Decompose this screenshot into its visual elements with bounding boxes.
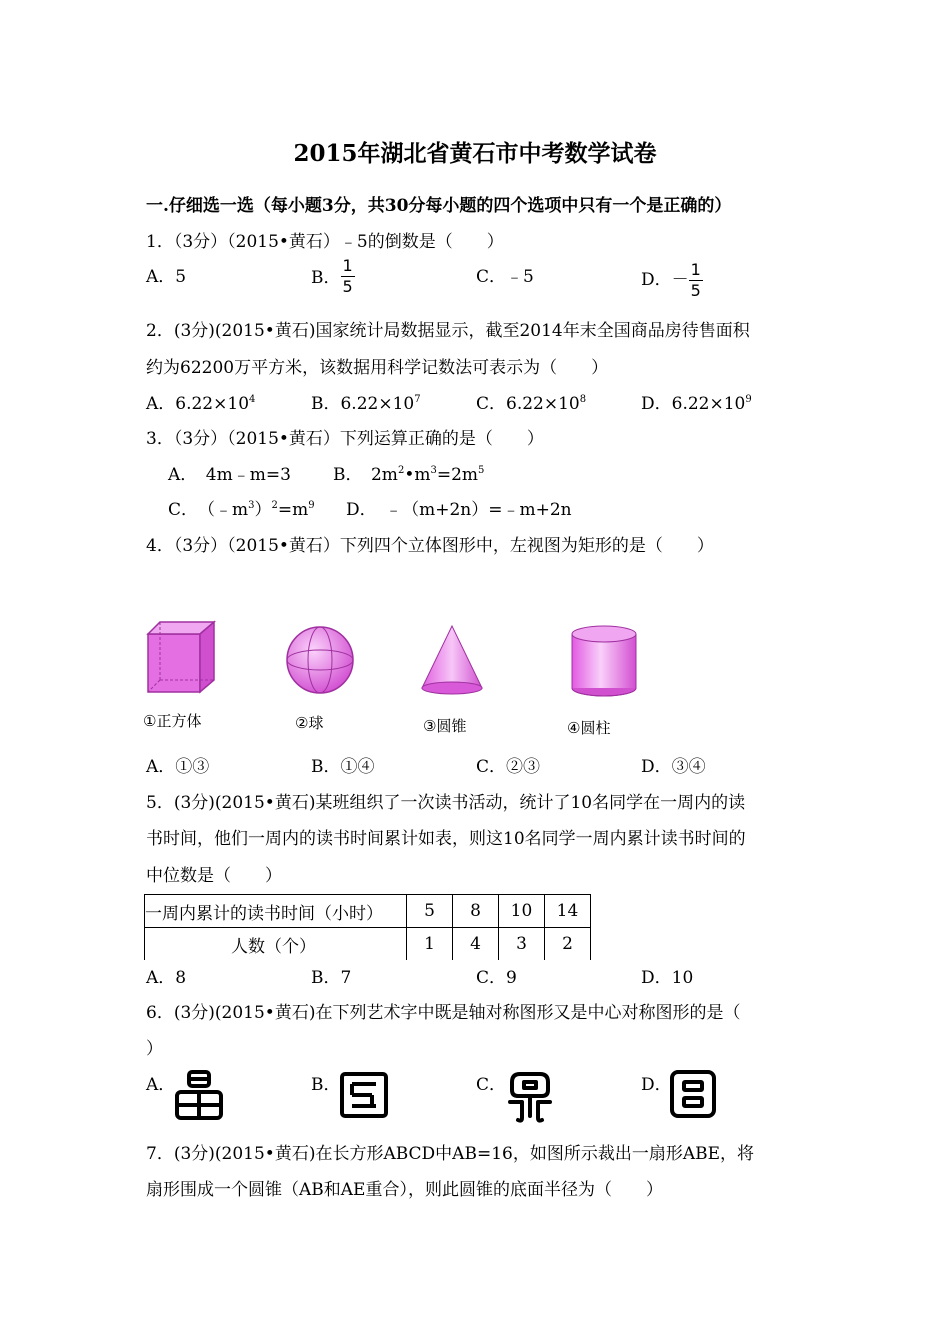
sphere-figure (287, 627, 353, 693)
art-char-c-image (502, 1068, 558, 1124)
q5-option-a: A．8 (146, 968, 187, 988)
table-header-cell: 人数（个） (145, 928, 407, 961)
table-row (145, 895, 591, 928)
table-cell: 1 (407, 928, 453, 961)
q2-option-d: D．$6.22\times 10^9$ (641, 394, 752, 414)
q3-option-b: B． $2m^2•m^3=2m^5$ (333, 465, 485, 485)
q1-option-b: B． $\frac{1}{5}$ (311, 256, 353, 296)
table-cell: 4 (453, 928, 499, 961)
reading-time-table (144, 894, 591, 960)
q6-option-a: A． (146, 1075, 176, 1095)
q7-line1: 7．(3分)(2015•黄石)在长方形ABCD中AB=16，如图所示裁出一扇形ABE，将 (146, 1144, 754, 1164)
q1-option-c: C．﹣5 (476, 267, 534, 287)
label-cylinder: ④圆柱 (567, 719, 611, 737)
label-cube: ①正方体 (143, 712, 202, 730)
q4-stem: 4．（3分）（2015•黄石）下列四个立体图形中，左视图为矩形的是（ ） (146, 536, 714, 556)
table-header-cell: 一周内累计的读书时间（小时） (145, 895, 407, 928)
q3-stem: 3．（3分）（2015•黄石）下列运算正确的是（ ） (146, 429, 544, 449)
q7-line2: 扇形围成一个圆锥（AB和AE重合），则此圆锥的底面半径为（ ） (146, 1180, 663, 1200)
q1-stem: 1．（3分）（2015•黄石）﹣5的倒数是（ ） (146, 232, 504, 252)
table-cell: 5 (407, 895, 453, 928)
page-title: 2015年湖北省黄石市中考数学试卷 (293, 140, 657, 167)
cylinder-figure (572, 626, 636, 696)
q6-option-d: D． (641, 1075, 672, 1095)
art-char-d-image (668, 1068, 718, 1120)
q6-option-b: B． (311, 1075, 341, 1095)
q5-option-b: B．7 (311, 968, 352, 988)
table-cell: 2 (545, 928, 591, 961)
table-cell: 3 (499, 928, 545, 961)
table-cell: 8 (453, 895, 499, 928)
q3-option-c: C． $(﹣m^3)^2=m^9$ (168, 500, 315, 520)
q4-option-d: D．③④ (641, 757, 706, 777)
q5-line1: 5．(3分)(2015•黄石)某班组织了一次读书活动，统计了10名同学在一周内的读 (146, 793, 746, 813)
cube-figure (148, 622, 214, 692)
art-char-a-image (174, 1068, 224, 1122)
q4-option-b: B．①④ (311, 757, 375, 777)
label-sphere: ②球 (295, 714, 324, 732)
q5-option-c: C．9 (476, 968, 517, 988)
q1-option-d: D．－ $\frac{1}{5}$ (641, 260, 701, 300)
q4-option-a: A．①③ (146, 757, 210, 777)
q2-line1: 2．(3分)(2015•黄石)国家统计局数据显示，截至2014年末全国商品房待售面积 (146, 321, 750, 341)
q2-option-b: B．$6.22\times 10^7$ (311, 394, 421, 414)
q5-line3: 中位数是（ ） (146, 866, 282, 886)
label-cone: ③圆锥 (423, 717, 467, 735)
q4-option-c: C．②③ (476, 757, 541, 777)
section-heading: 一.仔细选一选（每小题3分，共30分每小题的四个选项中只有一个是正确的） (146, 196, 732, 216)
q5-option-d: D．10 (641, 968, 694, 988)
table-cell: 10 (499, 895, 545, 928)
q6-line2: ） (146, 1039, 163, 1059)
q5-line2: 书时间，他们一周内的读书时间累计如表，则这10名同学一周内累计读书时间的 (146, 829, 746, 849)
q2-line2: 约为62200万平方米，该数据用科学记数法可表示为（ ） (146, 358, 609, 378)
q1-option-a: A．5 (146, 267, 187, 287)
cone-figure (422, 626, 482, 694)
q6-line1: 6．(3分)(2015•黄石)在下列艺术字中既是轴对称图形又是中心对称图形的是（ (146, 1003, 741, 1023)
art-char-b-image (338, 1070, 390, 1120)
q3-option-a: A． 4m﹣m=3 (168, 465, 291, 485)
q3-option-d: D． ﹣（m+2n）=﹣m+2n (346, 500, 572, 520)
q2-option-c: C．$6.22\times 10^8$ (476, 394, 587, 414)
table-row (145, 928, 591, 961)
q6-option-c: C． (476, 1075, 507, 1095)
q2-option-a: A．$6.22\times 10^4$ (146, 394, 256, 414)
table-cell: 14 (545, 895, 591, 928)
